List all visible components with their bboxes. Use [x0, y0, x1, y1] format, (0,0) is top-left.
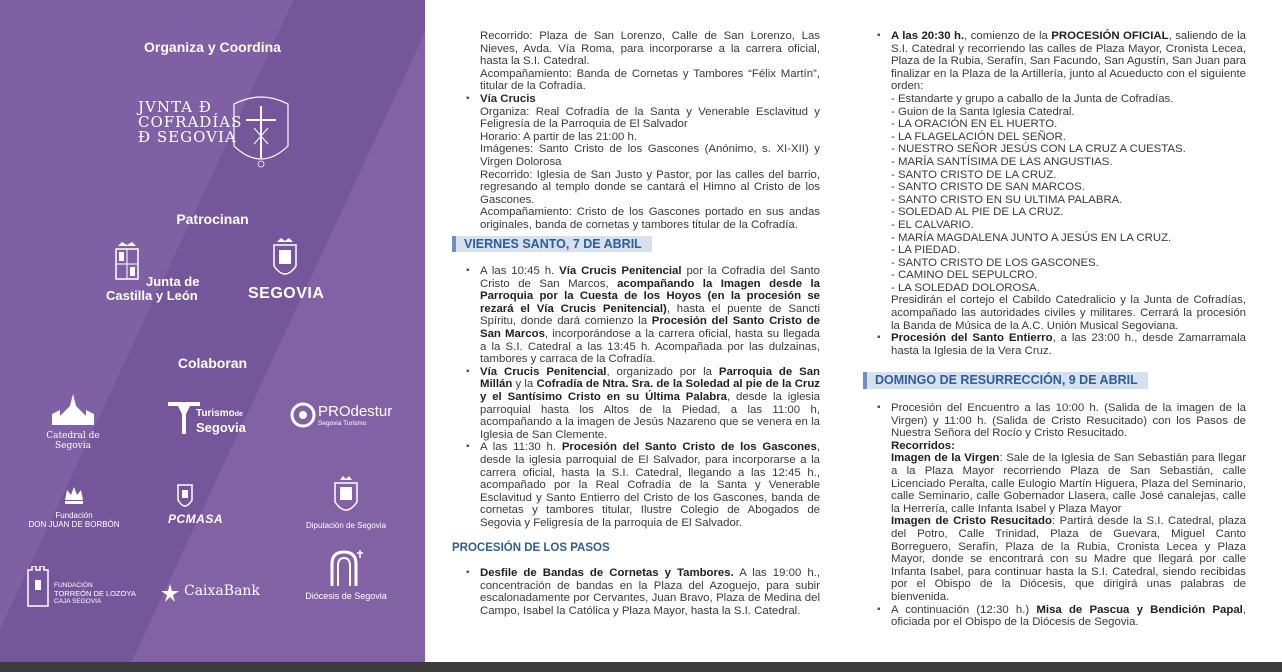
- v2-bold-b: Cofradía de Ntra. Sra. de la Soledad al pie de la Cruz y el Santísimo Cristo en su Última Palabra: [480, 378, 820, 404]
- catedral-label: Catedral de Segovia: [46, 431, 100, 451]
- v2-text-c: , desde la iglesia parroquial hasta los Altos de la Piedad, a las 11:00 h, acompañando a la imagen de Jesús Nazareno que se venera en la Iglesia de San Clemente.: [480, 391, 820, 441]
- turismo-label-a: Turismo: [196, 408, 235, 419]
- fundacion-label-a: Fundación: [55, 511, 93, 520]
- flower-icon: [290, 402, 316, 428]
- caixabank-logo: [158, 580, 258, 606]
- bottom-edge: [0, 662, 1282, 672]
- turismo-segovia-logo: [168, 398, 248, 442]
- oficial-text-a: , comienzo de la: [964, 30, 1052, 42]
- colaboran-title: Colaboran: [177, 355, 248, 371]
- torreon-label-b: TORREÓN DE LOZOYA: [54, 589, 136, 598]
- caixabank-label: CaixaBank: [184, 583, 260, 599]
- procession-order-entry: - LA FLAGELACIÓN DEL SEÑOR.: [891, 130, 1066, 143]
- procession-order-entry: - LA ORACIÓN EN EL HUERTO.: [891, 118, 1058, 131]
- procesion-oficial-item: [877, 30, 1246, 332]
- recorrido-text: Recorrido: Plaza de San Lorenzo, Calle de San Lorenzo, Las Nieves, Avda. Vía Roma, para incorporarse a la carrera oficial, hasta la S.I. Catedral.: [480, 30, 820, 68]
- jcyl-line2: Castilla y León: [106, 288, 198, 303]
- via-crucis-item: [466, 93, 820, 232]
- encuentro-item: ▪ Procesión del Encuentro a las 10:00 h. (Salida de la imagen de la Virgen) y 11:00 h. (Salida de Cristo Resucitado) con los Pasos de Nuestra Señora del Rocío y Cristo Resucitado. Recorridos: Imagen de la Virgen: Sale de la Iglesia de San Sebastián para llegar a la Plaza Mayor recorriendo Plaza de San Sebastián, calle Licenciado Peralta, calle Eulogio Martín Higuera, Plaza del Seminario, calle Seminario, calle Gobernador Llasera, calle José canalejas, calle la Herrería, calle Infanta Isabel y Plaza Mayor Imagen de Cristo Resucitado: Partirá desde la S.I. Catedral, plaza del Potro, Calle Trinidad, Plaza de Guevara, Miguel Canto Borreguero, Serafín, Plaza de la Rubia, Cronista Lecea y Plaza Mayor, donde se encontrará con su Madre que llegará por calle Infanta Isabel, para continuar hasta la S.I. Catedral, siendo recibidas por el Obispo de la Diócesis, que dirigirá unas palabras de bienvenida.: [877, 402, 1246, 604]
- segovia-label: SEGOVIA: [248, 285, 325, 302]
- oficial-time: A las 20:30 h.: [891, 30, 965, 42]
- v2-text-a: , organizado por la: [606, 365, 719, 378]
- v1-time: A las 10:45 h.: [480, 265, 560, 278]
- v1-bold-a: acompañando la Imagen desde la Parroquia por la Cuesta de los Hoyos (en la procesión se rezará el Vía Crucis Penitencial): [480, 277, 820, 315]
- procession-order-entry: - CAMINO DEL SEPULCRO.: [891, 269, 1038, 282]
- segovia-city-logo: [246, 236, 326, 306]
- prodestur-label: PROdestur: [318, 403, 393, 420]
- jcyl-line1: Junta de: [146, 274, 200, 289]
- recorridos-title: Recorridos: [891, 439, 952, 452]
- viernes-santo-header: VIERNES SANTO, 7 DE ABRIL: [452, 236, 652, 253]
- domingo-header: DOMINGO DE RESURRECCIÓN, 9 DE ABRIL: [863, 372, 1148, 389]
- via-crucis-title: ▪ Vía Crucis: [480, 92, 536, 105]
- v3-time: A las 11:30 h.: [480, 441, 562, 454]
- sponsors-sidebar: [0, 0, 425, 662]
- v1-text-b: , hasta el puente de Sancti Spíritu, donde dará comienzo la: [480, 302, 820, 328]
- santo-entierro-item: [877, 332, 1246, 357]
- procession-order-entry: - SANTO CRISTO EN SU ULTIMA PALABRA.: [891, 193, 1123, 206]
- via-crucis-imagenes: Imágenes: Santo Cristo de los Gascones (Anónimo, s. XI-XII) y Virgen Dolorosa: [480, 143, 820, 168]
- imagen-cristo-text: : Partirá desde la S.I. Catedral, plaza del Potro, Calle Trinidad, Plaza de Guevara, Miguel Canto Borreguero, Serafín, Plaza de la Rubia, Cronista Lecea y Plaza Mayor, donde se encontrará con su Madre que llegará por calle Infanta Isabel, para continuar hasta la S.I. Catedral, siendo recibidas por el Obispo de la Diócesis, que dirigirá unas palabras de bienvenida.: [891, 515, 1246, 603]
- diputacion-logo: [298, 474, 394, 534]
- segovia-shield-icon: [270, 236, 300, 282]
- via-crucis-horario: Horario: A partir de las 21:00 h.: [480, 130, 638, 143]
- turismo-label-c: Segovia: [196, 420, 246, 435]
- column-right: [877, 30, 1246, 629]
- viernes-item-2: [466, 366, 820, 442]
- procession-order-entry: - LA PIEDAD.: [891, 244, 960, 257]
- junta-cofradias-logo: [138, 96, 298, 176]
- turismo-label-b: de: [234, 411, 243, 418]
- fundacion-borbon-logo: [22, 484, 126, 528]
- procession-order-entry: - SANTO CRISTO DE SAN MARCOS.: [891, 181, 1085, 194]
- procession-order-entry: - Guion de la Santa Iglesia Catedral.: [891, 105, 1075, 118]
- via-crucis-recorrido: Recorrido: Iglesia de San Justo y Pastor, por las calles del barrio, regresando al templo donde se cantará el Himno al Cristo de los Gascones.: [480, 168, 820, 206]
- column-left: [452, 30, 820, 618]
- patrocinan-title: Patrocinan: [176, 211, 249, 227]
- prodestur-sub: Segovia Turismo: [318, 420, 367, 427]
- oficial-title: PROCESIÓN OFICIAL: [1051, 30, 1169, 42]
- v2-bold-a: Parroquia de San Millán: [480, 365, 820, 391]
- arch-icon: [326, 548, 366, 586]
- acompanamiento-text: Acompañamiento: Banda de Cornetas y Tambores “Félix Martín”, titular de la Cofradía.: [480, 67, 820, 93]
- v1-text-c: , incorporándose a la carrera oficial, hasta su llegada a la S.I. Catedral a las 13:45 h. Acompañada por las dulzainas, tambores y carraca de la Cofradía.: [480, 328, 820, 366]
- desfile-title: Desfile de Bandas de Cornetas y Tambores.: [480, 567, 734, 580]
- procession-order-entry: - LA SOLEDAD DOLOROSA.: [891, 281, 1040, 294]
- procession-order-entry: - Estandarte y grupo a caballo de la Junta de Cofradías.: [891, 92, 1174, 105]
- desfile-text: A las 19:00 h., concentración de bandas en la Plaza del Azoguejo, para subir escalonadamente por Cervantes, Juan Bravo, Plaza de Medina del Campo, Isabel la Católica y Plaza Mayor, hasta la S.I. Catedral.: [480, 567, 820, 617]
- junta-logo-line1: JVNTA Ð: [138, 98, 212, 116]
- procession-order-entry: - NUESTRO SEÑOR JESÚS CON LA CRUZ A CUESTAS.: [891, 143, 1186, 156]
- v3-text: , desde la iglesia parroquial de El Salvador, para incorporarse a la carrera oficial, hasta la S.I. Catedral, llegando a las 12:45 h., acompañado por la Real Cofradía de la Santa y Venerable Esclavitud y Santo Entierro del Cristo de los Gascones, banda de cornetas y tambores titular, Ilustre Colegio de Abogados de Segovia y Feligresía de la parroquia de El Salvador.: [480, 441, 820, 529]
- procession-order-list: [891, 93, 1246, 295]
- torreon-label-a: FUNDACIÓN: [54, 582, 93, 589]
- desfile-item: [466, 567, 820, 617]
- encuentro-text: ▪ Procesión del Encuentro a las 10:00 h. (Salida de la imagen de la Virgen) y 11:00 h. (Salida de Cristo Resucitado) con los Pasos de Nuestra Señora del Rocío y Cristo Resucitado.: [891, 402, 1246, 440]
- imagen-virgen-text: : Sale de la Iglesia de San Sebastián para llegar a la Plaza Mayor recorriendo Plaza de San Sebastián, calle Licenciado Peralta, calle Eulogio Martín Higuera, Plaza del Seminario, calle Seminario, calle Gobernador Llasera, calle José canalejas, calle la Herrería, calle Infanta Isabel y Plaza Mayor: [891, 452, 1246, 515]
- misa-title: Misa de Pascua y Bendición Papal: [1036, 603, 1243, 616]
- junta-logo-line3: Ð SEGOVIA: [138, 128, 237, 146]
- pcmasa-logo: [168, 482, 248, 528]
- jcyl-logo: [106, 240, 216, 304]
- santo-entierro-text: , a las 23:00 h., desde Zamarramala hasta la Iglesia de la Vera Cruz.: [891, 332, 1246, 357]
- cathedral-icon: [48, 392, 98, 426]
- small-shield-icon: [174, 482, 196, 512]
- oficial-text-b: , saliendo de la S.I. Catedral y recorriendo las calles de Plaza Mayor, Cronista Lecea, Plaza de la Rubia, Serafín, San Facundo, San Agustín, San Juan para finalizar en la Plaza de la Artillería, junto al Acueducto con el siguiente orden:: [891, 30, 1247, 93]
- procession-order-entry: - SOLEDAD AL PIE DE LA CRUZ.: [891, 206, 1064, 219]
- procession-order-entry: - MARÍA MAGDALENA JUNTO A JESÚS EN LA CRUZ.: [891, 231, 1172, 244]
- v1-text-a: por la Cofradía del Santo Cristo de San Marcos,: [480, 265, 820, 290]
- diputacion-label: Diputación de Segovia: [305, 521, 387, 530]
- diocesis-logo: [296, 548, 396, 608]
- procession-order-entry: - EL CALVARIO.: [891, 218, 974, 231]
- v1-bold-b: Procesión del Santo Cristo de San Marcos: [480, 315, 820, 341]
- diputacion-shield-icon: [331, 474, 361, 516]
- v3-title: Procesión del Santo Cristo de los Gascones: [561, 441, 817, 454]
- procession-order-entry: - SANTO CRISTO DE LA CRUZ.: [891, 168, 1057, 181]
- v1-title: Vía Crucis Penitencial: [559, 265, 682, 278]
- misa-text: , oficiada por el Obispo de la Diócesis de Segovia.: [891, 603, 1246, 629]
- v2-title: Vía Crucis Penitencial: [480, 365, 607, 378]
- imagen-virgen-title: Imagen de la Virgen: [891, 452, 1000, 465]
- program-page: [425, 0, 1282, 662]
- viernes-item-3: [466, 441, 820, 529]
- pcmasa-label: PCMASA: [168, 512, 224, 526]
- procesion-pasos-header: PROCESIÓN DE LOS PASOS: [452, 541, 610, 554]
- torreon-lozoya-logo: [26, 566, 136, 610]
- santo-entierro-title: Procesión del Santo Entierro: [891, 332, 1053, 345]
- diocesis-label: Diócesis de Segovia: [305, 591, 387, 601]
- v2-text-b: y la: [512, 378, 537, 391]
- viernes-item-1: [466, 265, 820, 366]
- via-crucis-organiza: Organiza: Real Cofradía de la Santa y Venerable Esclavitud y Feligresía de la Parroquia de El Salvador: [480, 105, 820, 131]
- crown-shield-icon: [112, 240, 142, 284]
- procession-order-entry: - MARÍA SANTÍSIMA DE LAS ANGUSTIAS.: [891, 155, 1113, 168]
- misa-pascua-item: [877, 604, 1246, 629]
- presidiran-text: Presidirán el cortejo el Cabildo Catedralicio y la Junta de Cofradías, acompañado las autoridades civiles y militares. Cerrará la procesión la Banda de Música de la A.C. Unión Musical Segoviana.: [891, 294, 1246, 332]
- organiza-title: Organiza y Coordina: [144, 39, 281, 55]
- imagen-cristo-title: Imagen de Cristo Resucitado: [891, 515, 1052, 528]
- catedral-logo: [40, 392, 106, 452]
- junta-logo-line2: COFRADÍAS: [138, 113, 243, 131]
- fundacion-label-b: DON JUAN DE BORBÓN: [28, 520, 120, 529]
- cross-shield-icon: [228, 94, 294, 174]
- star-icon: [158, 582, 182, 604]
- via-crucis-acompanamiento: Acompañamiento: Cristo de los Gascones portado en sus andas originales, banda de cornetas y tambores titular de la Cofradía.: [480, 206, 820, 231]
- crown-icon: [63, 484, 85, 506]
- torreon-label-c: CAJA SEGOVIA: [54, 598, 102, 605]
- misa-time: A continuación (12:30 h.): [891, 603, 1037, 616]
- procession-order-entry: - SANTO CRISTO DE LOS GASCONES.: [891, 256, 1099, 269]
- prodestur-logo: [290, 402, 400, 434]
- tower-icon: [26, 566, 50, 608]
